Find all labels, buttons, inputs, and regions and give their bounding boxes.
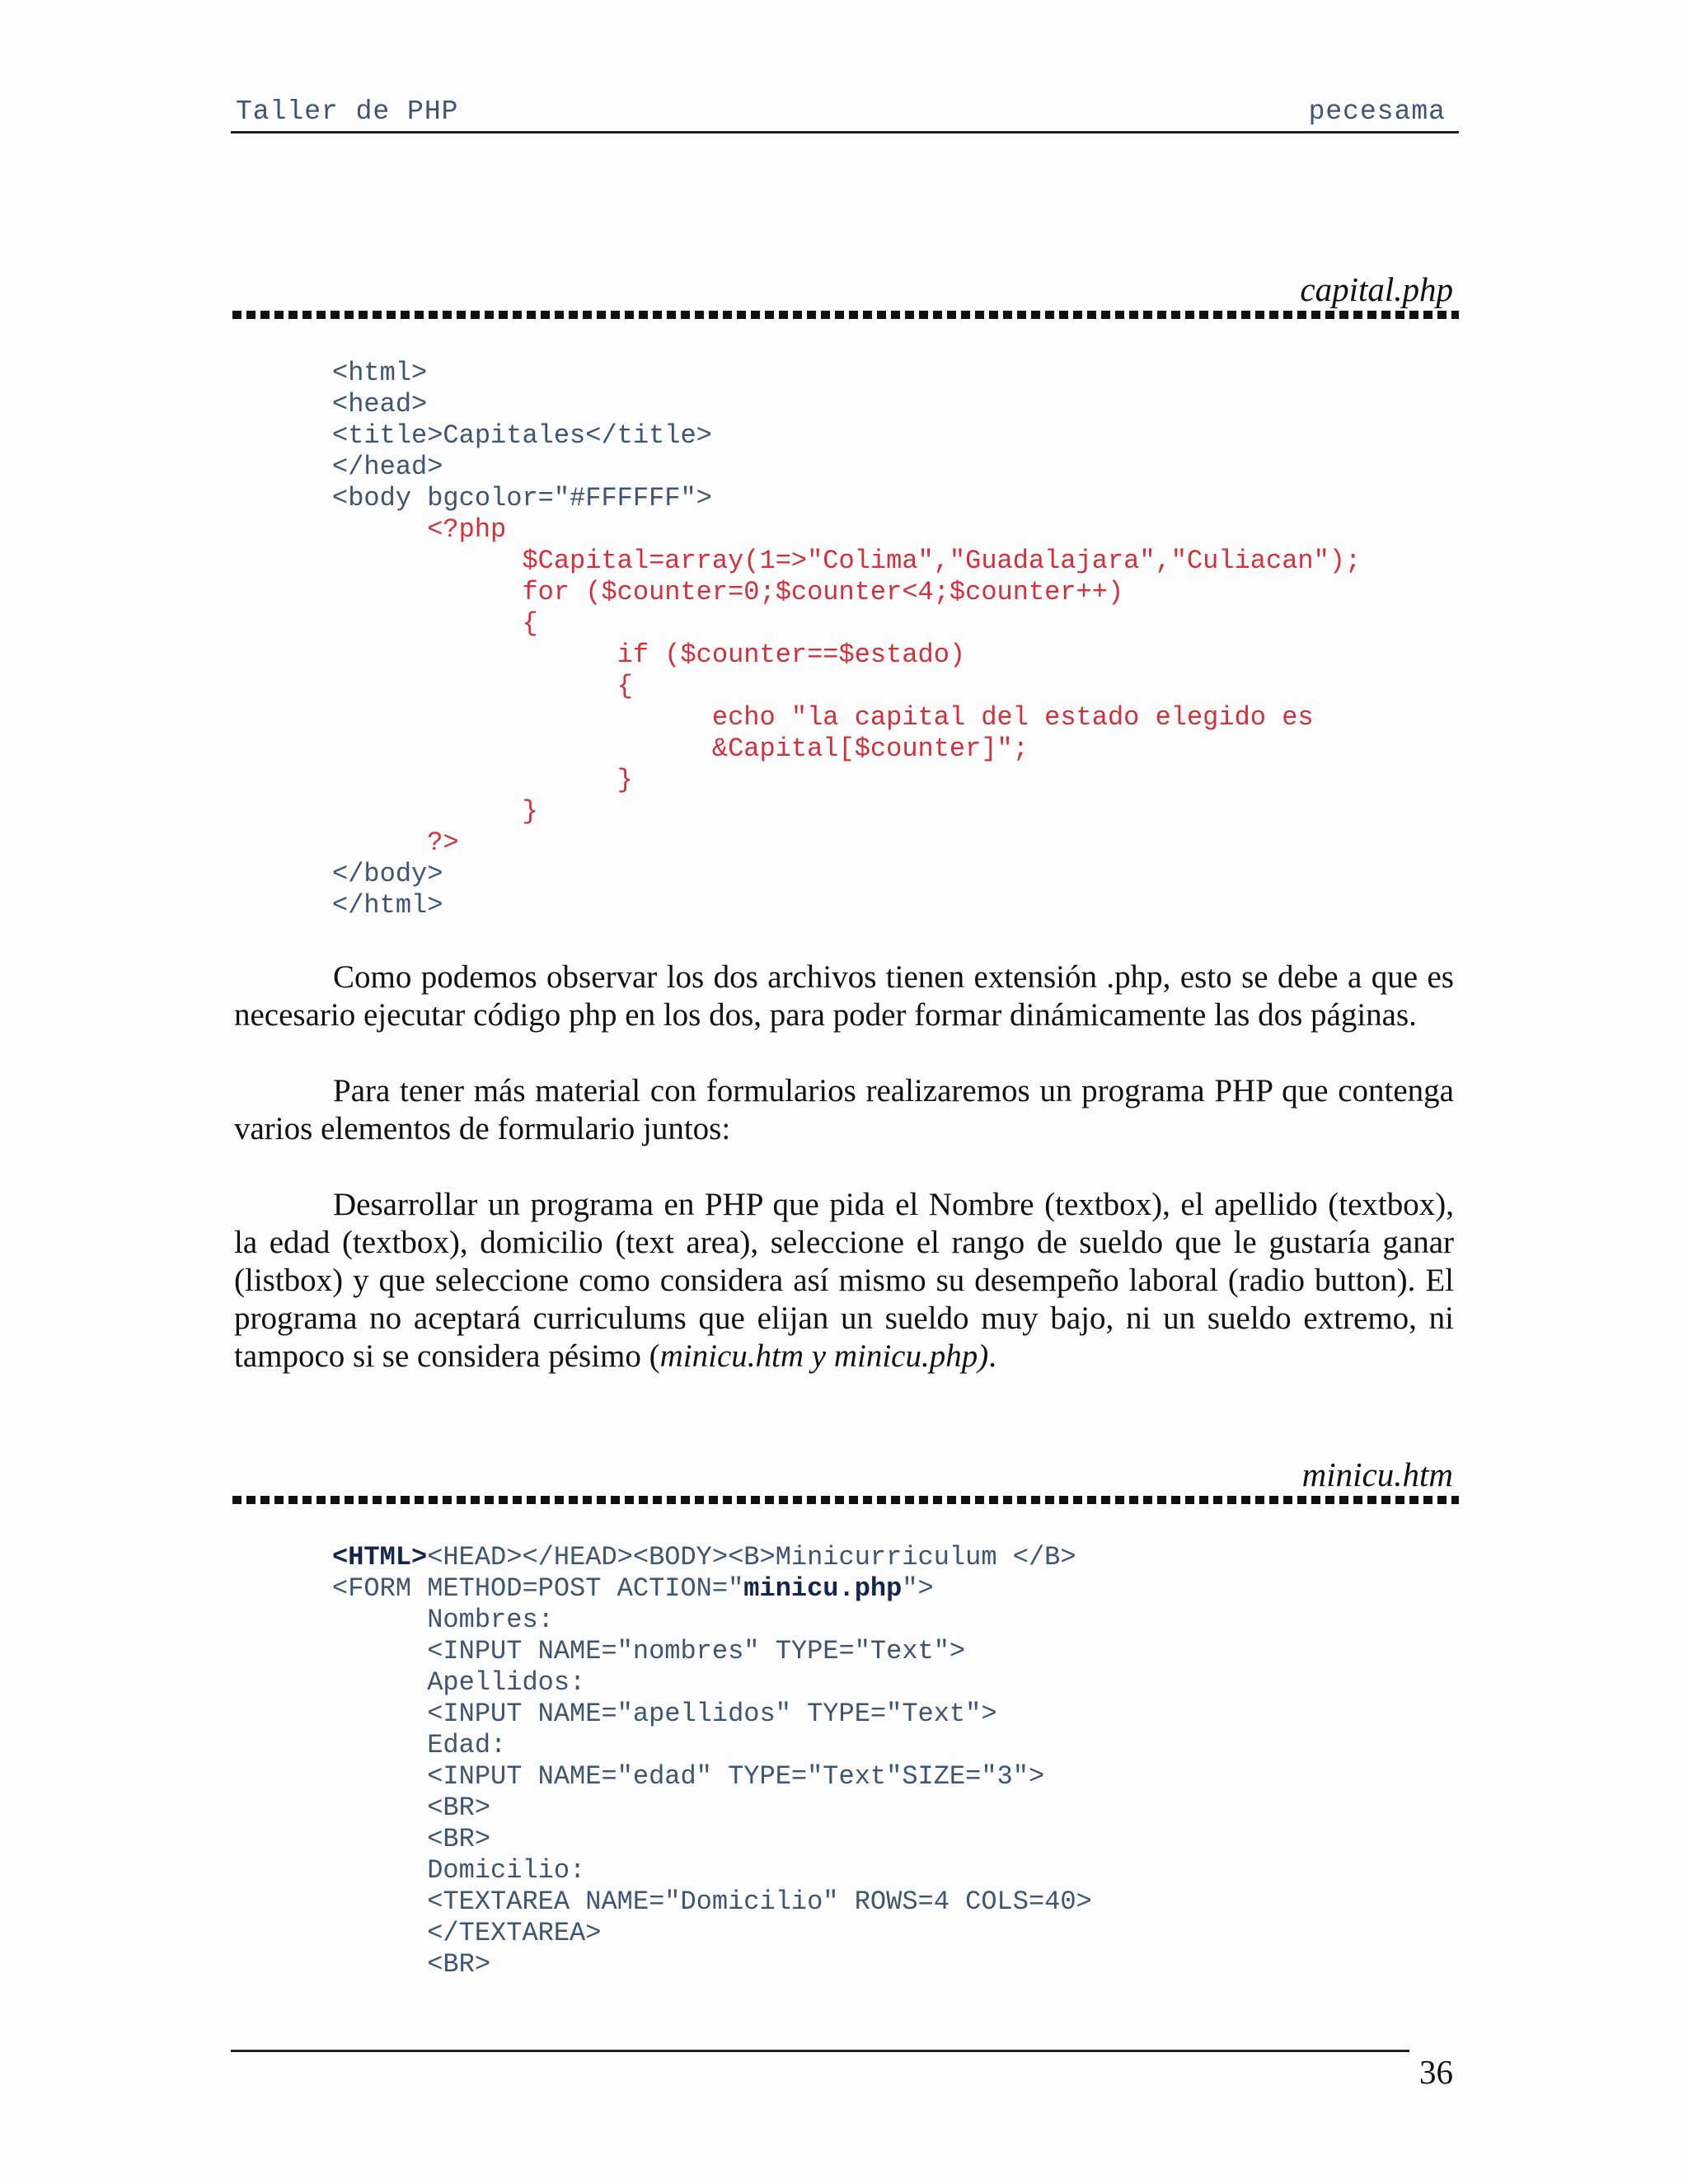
code-indent — [332, 1918, 427, 1948]
code-indent — [332, 1824, 427, 1854]
code-line — [332, 1542, 1092, 1573]
code-token: "> — [902, 1573, 934, 1604]
code-token: <HTML> — [332, 1542, 428, 1572]
dotted-separator — [232, 1496, 1459, 1504]
code-indent — [332, 1793, 427, 1823]
code-token: minicu.php — [743, 1573, 903, 1604]
code-line — [332, 702, 1361, 733]
code-line — [332, 608, 1361, 640]
code-indent — [332, 640, 617, 670]
running-header — [234, 95, 1459, 131]
code-line — [332, 514, 1361, 546]
code-text: echo "la capital del estado elegido es — [711, 702, 1314, 733]
code-text: { — [522, 608, 538, 639]
code-token: </TEXTAREA> — [427, 1918, 602, 1948]
code-line — [332, 890, 1361, 921]
code-filename-capital: capital.php — [1300, 270, 1453, 308]
code-indent — [332, 765, 617, 795]
code-token: <INPUT NAME="nombres" TYPE="Text"> — [427, 1636, 966, 1666]
header-title: Taller de PHP — [236, 96, 459, 127]
code-token: <BR> — [427, 1949, 491, 1980]
code-indent — [332, 671, 617, 701]
code-token: Edad: — [427, 1730, 507, 1760]
code-text: <body bgcolor="#FFFFFF"> — [332, 483, 712, 513]
code-indent — [332, 608, 522, 639]
code-line — [332, 1761, 1092, 1793]
code-line — [332, 733, 1361, 765]
code-text: &Capital[$counter]"; — [711, 733, 1029, 764]
code-line — [332, 358, 1361, 389]
code-line — [332, 827, 1361, 859]
code-line — [332, 577, 1361, 608]
code-indent — [332, 577, 522, 607]
code-line — [332, 1793, 1092, 1824]
code-text: <html> — [332, 358, 428, 388]
code-token: Domicilio: — [427, 1855, 586, 1886]
paragraph-text: Desarrollar un programa en PHP que pida el Nombre (textbox), el apellido (textbox), la edad (textbox), domicilio (text area), seleccione el rango de sueldo que le gustaría ganar (listbox) y que seleccione como considera así mismo su desempeño laboral (radio button). El programa no aceptará curriculums que elijan un sueldo muy bajo, ni un sueldo extremo, ni tampoco si se considera pésimo ( — [234, 1187, 1454, 1374]
code-indent — [332, 1730, 427, 1760]
code-indent — [332, 1667, 427, 1698]
code-token: <BR> — [427, 1793, 491, 1823]
code-line — [332, 483, 1361, 514]
paragraph: Como podemos observar los dos archivos tienen extensión .php, esto se debe a que es necesario ejecutar código php en los dos, para poder formar dinámicamente las dos páginas. — [234, 959, 1454, 1033]
code-line — [332, 1636, 1092, 1667]
code-indent — [332, 733, 712, 764]
code-indent — [332, 827, 427, 858]
code-text: if ($counter==$estado) — [617, 640, 966, 670]
code-text: } — [617, 765, 633, 795]
code-indent — [332, 1949, 427, 1980]
code-text: <title>Capitales</title> — [332, 420, 712, 451]
code-line — [332, 671, 1361, 702]
code-text: ?> — [427, 827, 459, 858]
code-text: } — [522, 796, 538, 827]
code-block-minicu — [332, 1542, 1092, 1980]
code-indent — [332, 514, 427, 545]
code-line — [332, 1573, 1092, 1605]
code-line — [332, 546, 1361, 577]
code-text: $Capital=array(1=>"Colima","Guadalajara","Culiacan"); — [522, 546, 1362, 576]
code-block-capital — [332, 358, 1361, 921]
header-rule — [231, 131, 1459, 134]
code-line — [332, 1949, 1092, 1980]
code-line — [332, 1824, 1092, 1855]
code-filename-minicu: minicu.htm — [1301, 1455, 1453, 1493]
code-indent — [332, 702, 712, 733]
code-indent — [332, 1855, 427, 1886]
code-indent — [332, 1761, 427, 1792]
paragraph-end: . — [988, 1338, 996, 1374]
code-line — [332, 859, 1361, 890]
code-indent — [332, 1699, 427, 1729]
paragraph-italic-filenames: minicu.htm y minicu.php) — [659, 1338, 989, 1374]
code-text: <?php — [427, 514, 507, 545]
code-line — [332, 796, 1361, 827]
code-token: Apellidos: — [427, 1667, 586, 1698]
code-line — [332, 1886, 1092, 1918]
header-author: pecesama — [1308, 96, 1446, 127]
code-line — [332, 452, 1361, 483]
code-token: <HEAD></HEAD><BODY><B>Minicurriculum </B> — [427, 1542, 1076, 1572]
code-line — [332, 765, 1361, 796]
page-number: 36 — [1419, 2053, 1453, 2091]
code-indent — [332, 1886, 427, 1917]
dotted-separator — [232, 311, 1459, 319]
code-line — [332, 1918, 1092, 1949]
code-line — [332, 389, 1361, 420]
code-token: <FORM METHOD=POST ACTION=" — [332, 1573, 744, 1604]
code-text: </html> — [332, 890, 443, 921]
code-indent — [332, 796, 522, 827]
code-text: </body> — [332, 859, 443, 889]
code-token: <INPUT NAME="apellidos" TYPE="Text"> — [427, 1699, 997, 1729]
paragraph: Para tener más material con formularios realizaremos un programa PHP que contenga varios elementos de formulario juntos: — [234, 1073, 1454, 1146]
code-token: <INPUT NAME="edad" TYPE="Text"SIZE="3"> — [427, 1761, 1045, 1792]
code-text: <head> — [332, 389, 428, 419]
code-token: Nombres: — [427, 1605, 554, 1635]
code-line — [332, 1699, 1092, 1730]
code-line — [332, 1667, 1092, 1699]
paragraph — [234, 1186, 1454, 1376]
code-text: for ($counter=0;$counter<4;$counter++) — [522, 577, 1124, 607]
body-text — [234, 958, 1454, 1376]
code-indent — [332, 1605, 427, 1635]
code-token: <BR> — [427, 1824, 491, 1854]
code-token: <TEXTAREA NAME="Domicilio" ROWS=4 COLS=40> — [427, 1886, 1092, 1917]
code-line — [332, 640, 1361, 671]
code-indent — [332, 1636, 427, 1666]
code-line — [332, 1605, 1092, 1636]
code-line — [332, 1855, 1092, 1886]
code-line — [332, 1730, 1092, 1761]
code-indent — [332, 546, 522, 576]
code-text: { — [617, 671, 633, 701]
code-text: </head> — [332, 452, 443, 482]
footer-rule — [231, 2050, 1409, 2052]
code-line — [332, 420, 1361, 452]
